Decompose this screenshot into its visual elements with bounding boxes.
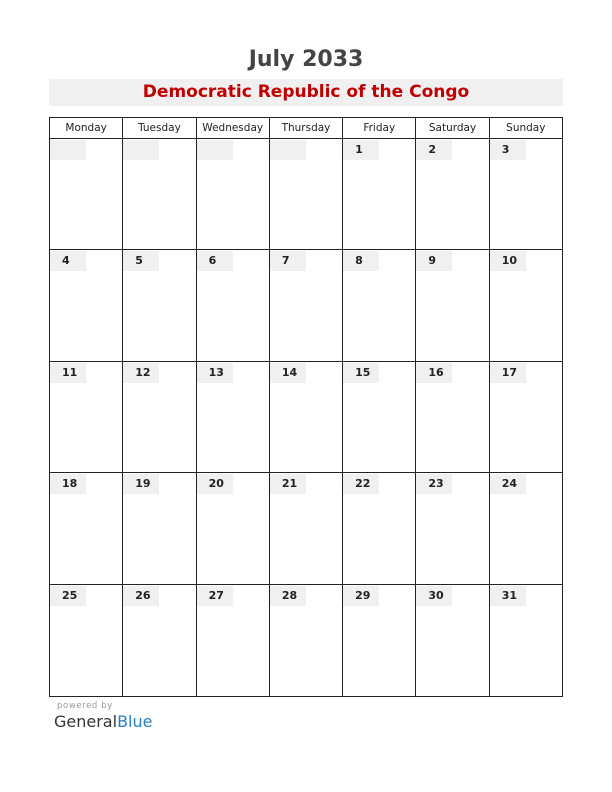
day-cell[interactable] <box>269 473 342 583</box>
day-number: 10 <box>490 251 526 271</box>
weekday-wednesday: Wednesday <box>196 118 269 138</box>
day-cell[interactable] <box>122 362 195 472</box>
day-number <box>270 140 306 160</box>
day-cell[interactable] <box>269 250 342 360</box>
day-number: 5 <box>123 251 159 271</box>
powered-by-text: powered by <box>57 701 113 711</box>
weekday-monday: Monday <box>65 122 107 134</box>
day-cell[interactable] <box>269 362 342 472</box>
day-number: 31 <box>490 586 526 606</box>
day-cell[interactable] <box>269 139 342 249</box>
day-number: 25 <box>50 586 86 606</box>
day-number: 13 <box>197 363 233 383</box>
day-cell[interactable] <box>196 585 269 696</box>
day-cell[interactable] <box>196 139 269 249</box>
day-number: 28 <box>270 586 306 606</box>
day-cell[interactable] <box>489 362 562 472</box>
calendar-title: July 2033 <box>248 47 364 72</box>
day-cell[interactable] <box>196 473 269 583</box>
week-row <box>50 139 562 250</box>
day-cell[interactable] <box>415 139 488 249</box>
day-number: 4 <box>50 251 86 271</box>
weeks-container <box>50 139 562 696</box>
week-row <box>50 362 562 473</box>
day-number: 16 <box>416 363 452 383</box>
day-cell[interactable] <box>415 585 488 696</box>
week-row <box>50 250 562 361</box>
day-number: 6 <box>197 251 233 271</box>
day-cell[interactable] <box>489 585 562 696</box>
country-name: Democratic Republic of the Congo <box>142 82 470 102</box>
day-cell[interactable] <box>415 473 488 583</box>
weekday-sunday: Sunday <box>489 118 562 138</box>
day-cell[interactable] <box>122 250 195 360</box>
day-cell[interactable] <box>415 362 488 472</box>
day-cell[interactable] <box>342 250 415 360</box>
day-cell[interactable] <box>196 362 269 472</box>
weekday-thursday: Thursday <box>269 118 342 138</box>
day-number: 24 <box>490 474 526 494</box>
day-cell[interactable] <box>489 139 562 249</box>
day-cell[interactable] <box>50 139 122 249</box>
day-cell[interactable] <box>342 139 415 249</box>
day-number: 15 <box>343 363 379 383</box>
country-banner <box>49 79 563 106</box>
day-cell[interactable] <box>415 250 488 360</box>
day-number: 3 <box>490 140 526 160</box>
day-cell[interactable] <box>122 139 195 249</box>
day-number: 29 <box>343 586 379 606</box>
day-number: 22 <box>343 474 379 494</box>
calendar-grid <box>49 117 563 697</box>
day-cell[interactable] <box>50 585 122 696</box>
day-number: 18 <box>50 474 86 494</box>
week-row <box>50 473 562 584</box>
weekday-friday: Friday <box>342 118 415 138</box>
day-number: 26 <box>123 586 159 606</box>
day-number: 1 <box>343 140 379 160</box>
day-number: 7 <box>270 251 306 271</box>
day-number: 23 <box>416 474 452 494</box>
day-number: 20 <box>197 474 233 494</box>
day-number: 27 <box>197 586 233 606</box>
day-cell[interactable] <box>342 585 415 696</box>
day-number <box>123 140 159 160</box>
day-number: 17 <box>490 363 526 383</box>
day-number: 11 <box>50 363 86 383</box>
day-cell[interactable] <box>50 362 122 472</box>
day-cell[interactable] <box>342 362 415 472</box>
day-number: 30 <box>416 586 452 606</box>
day-number <box>50 140 86 160</box>
weekday-saturday: Saturday <box>415 118 488 138</box>
day-cell[interactable] <box>196 250 269 360</box>
weekday-header-row <box>50 118 562 139</box>
day-number: 19 <box>123 474 159 494</box>
day-number <box>197 140 233 160</box>
day-cell[interactable] <box>50 473 122 583</box>
day-cell[interactable] <box>122 585 195 696</box>
week-row <box>50 585 562 696</box>
day-number: 9 <box>416 251 452 271</box>
day-number: 2 <box>416 140 452 160</box>
day-number: 12 <box>123 363 159 383</box>
day-number: 14 <box>270 363 306 383</box>
day-cell[interactable] <box>342 473 415 583</box>
generalblue-logo[interactable] <box>54 712 152 731</box>
day-cell[interactable] <box>489 473 562 583</box>
day-cell[interactable] <box>50 250 122 360</box>
weekday-tuesday: Tuesday <box>122 118 195 138</box>
day-number: 8 <box>343 251 379 271</box>
day-cell[interactable] <box>489 250 562 360</box>
day-number: 21 <box>270 474 306 494</box>
day-cell[interactable] <box>269 585 342 696</box>
brand-blue-text: Blue <box>117 712 153 731</box>
day-cell[interactable] <box>122 473 195 583</box>
brand-general-text: General <box>54 712 118 731</box>
